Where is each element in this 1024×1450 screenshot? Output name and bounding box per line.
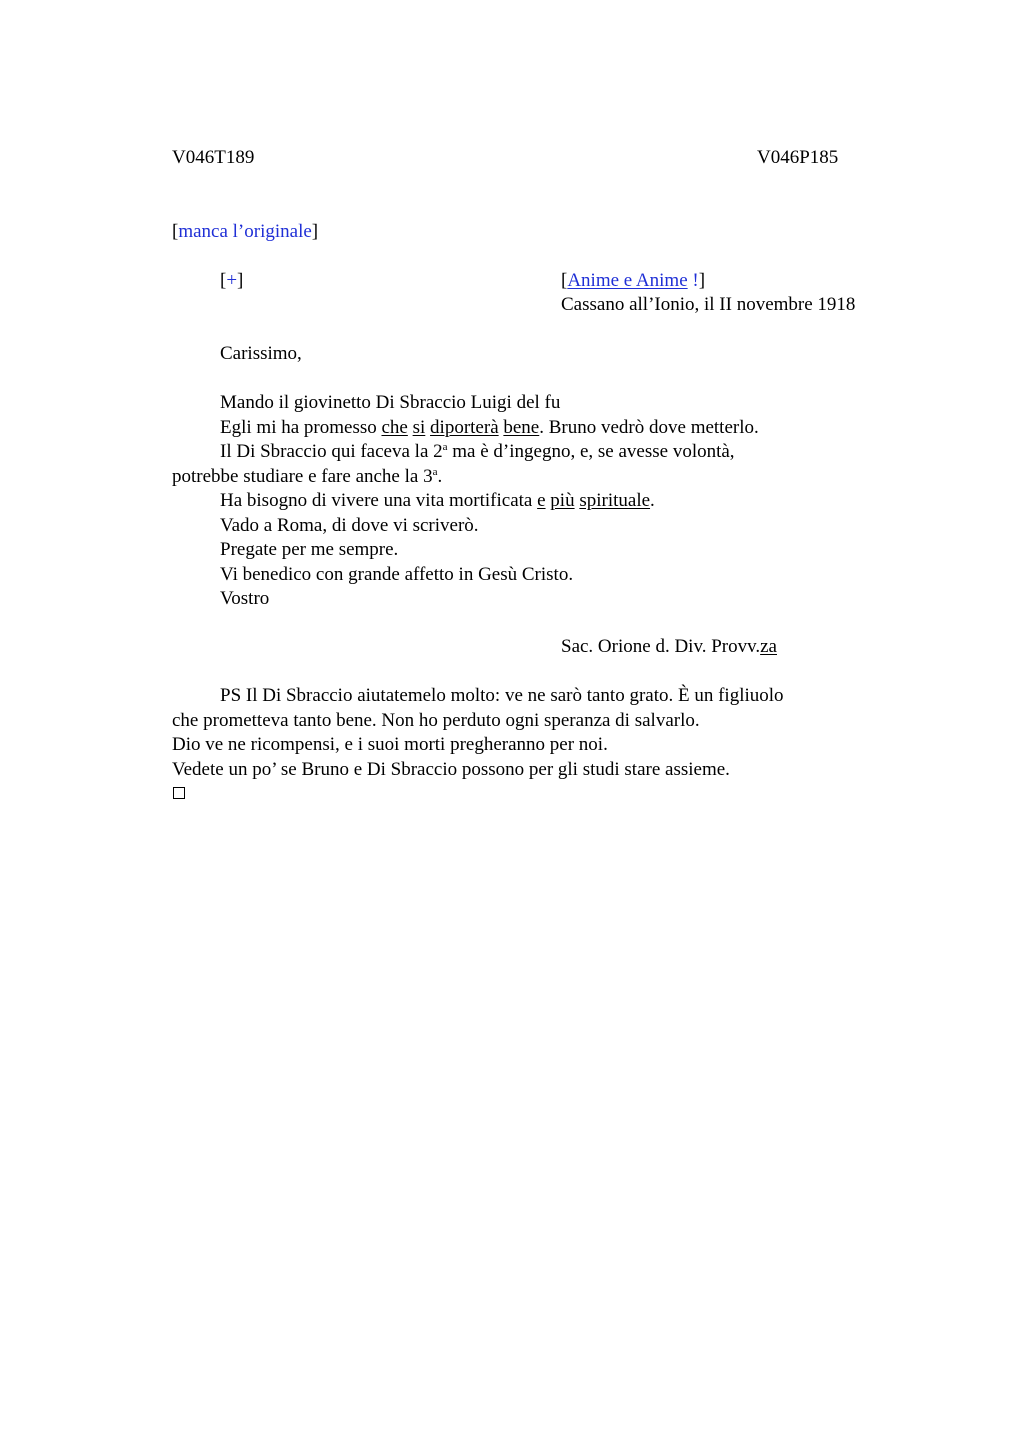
document-code-left: V046T189 [172, 147, 255, 168]
document-code-right: V046P185 [757, 147, 839, 168]
superscript: a [442, 441, 448, 453]
motto-link[interactable]: Anime e Anime [567, 270, 688, 291]
underlined-abbreviation: za [760, 636, 777, 657]
body-line: Pregate per me sempre. [220, 539, 399, 560]
underlined-word: spirituale [579, 490, 651, 511]
bracket-close: ] [311, 221, 319, 242]
cross-mark [220, 269, 243, 294]
bracket-open: [ [561, 270, 568, 291]
superscript: a [432, 465, 438, 478]
signature: Sac. Orione d. Div. Provv.za [561, 636, 777, 657]
body-line: potrebbe studiare e fare anche la 3$^a$. [172, 465, 443, 487]
body-line: Ha bisogno di vivere una vita mortificata e più spirituale. [220, 490, 655, 511]
motto-exclamation: ! [692, 270, 699, 291]
cross-symbol: + [226, 270, 238, 291]
underlined-word: più [550, 490, 575, 511]
ps-line: PS Il Di Sbraccio aiutatemelo molto: ve ne sarò tanto grato. È un figliuolo [220, 685, 784, 706]
underlined-word: e [537, 490, 546, 511]
underlined-word: che [381, 416, 408, 438]
ps-line: che prometteva tanto bene. Non ho perduto ogni speranza di salvarlo. [172, 709, 700, 731]
body-line: Mando il giovinetto Di Sbraccio Luigi del fu [220, 392, 561, 413]
underlined-word: bene [503, 416, 540, 438]
missing-original-note [172, 220, 318, 245]
bracket-close: ] [698, 270, 706, 291]
ps-line: Dio ve ne ricompensi, e i suoi morti pregheranno per noi. [172, 734, 608, 755]
body-line: Egli mi ha promesso che si diporterà bene. Bruno vedrò dove metterlo. [220, 416, 759, 438]
postscript [172, 684, 784, 782]
body-line: Il Di Sbraccio qui faceva la 2$^a$ ma è d’ingegno, e, se avesse volontà, [220, 441, 735, 462]
missing-original-text: manca l’originale [178, 221, 312, 242]
ps-line: Vedete un po’ se Bruno e Di Sbraccio possono per gli studi stare assieme. [172, 758, 730, 780]
body-line: Vado a Roma, di dove vi scriverò. [220, 514, 479, 536]
end-marker-box-icon [173, 787, 185, 799]
underlined-word: diporterà [430, 416, 499, 438]
motto [561, 269, 705, 294]
bracket-open: [ [172, 221, 179, 242]
body-line: Vi benedico con grande affetto in Gesù Cristo. [220, 563, 574, 585]
body-line: Vostro [220, 588, 270, 609]
salutation: Carissimo, [220, 343, 302, 364]
underlined-word: si [412, 416, 426, 438]
bracket-close: ] [237, 270, 244, 291]
place-date: Cassano all’Ionio, il II novembre 1918 [561, 294, 856, 315]
bracket-open: [ [220, 270, 227, 291]
letter-body [172, 391, 759, 612]
